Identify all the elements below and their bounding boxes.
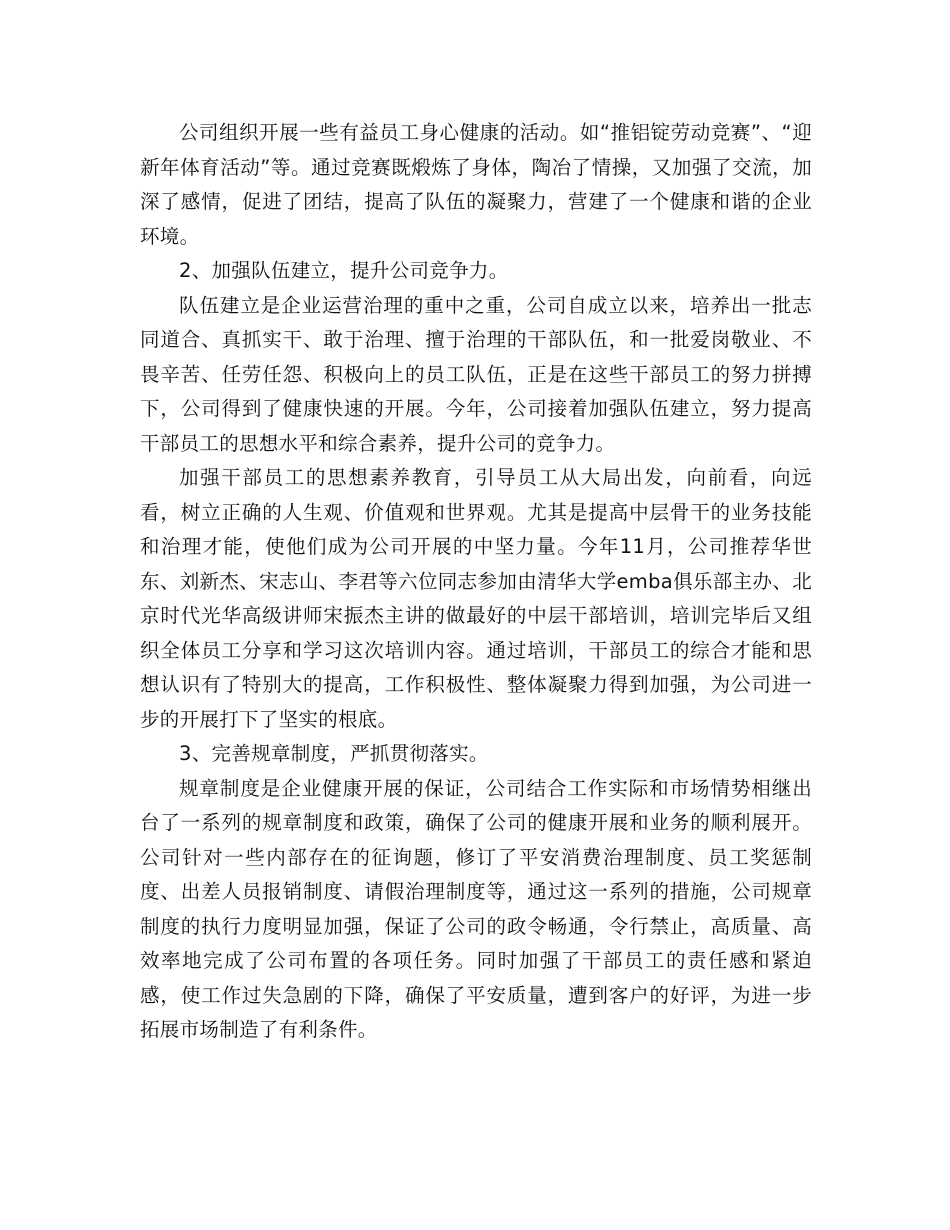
paragraph-training: 加强干部员工的思想素养教育，引导员工从大局出发，向前看，向远看，树立正确的人生观、价值观和世界观。尤其是提高中层骨干的业务技能和治理才能，使他们成为公司开展的中坚力量。今年11月，公司推荐华世东、刘新杰、宋志山、李君等六位同志参加由清华大学emba俱乐部主办、北京时代光华高级讲师宋振杰主讲的做最好的中层干部培训，培训完毕后又组织全体员工分享和学习这次培训内容。通过培训，干部员工的综合才能和思想认识有了特别大的提高，工作积极性、整体凝聚力得到加强，为公司进一步的开展打下了坚实的根底。 bbox=[140, 466, 812, 731]
paragraph-activities: 公司组织开展一些有益员工身心健康的活动。如“推铝锭劳动竞赛”、“迎新年体育活动”等。通过竞赛既煅炼了身体，陶冶了情操，又加强了交流，加深了感情，促进了团结，提高了队伍的凝聚力，营建了一个健康和谐的企业环境。 bbox=[140, 121, 812, 248]
section-heading-team-building: 2、加强队伍建立，提升公司竞争力。 bbox=[179, 259, 509, 282]
document-body bbox=[140, 116, 812, 1048]
section-heading-regulations: 3、完善规章制度，严抓贯彻落实。 bbox=[179, 742, 489, 765]
paragraph-regulations: 规章制度是企业健康开展的保证，公司结合工作实际和市场情势相继出台了一系列的规章制度和政策，确保了公司的健康开展和业务的顺利展开。公司针对一些内部存在的征询题，修订了平安消费治理制度、员工奖惩制度、出差人员报销制度、请假治理制度等，通过这一系列的措施，公司规章制度的执行力度明显加强，保证了公司的政令畅通，令行禁止，高质量、高效率地完成了公司布置的各项任务。同时加强了干部员工的责任感和紧迫感，使工作过失急剧的下降，确保了平安质量，遭到客户的好评，为进一步拓展市场制造了有利条件。 bbox=[140, 776, 812, 1041]
paragraph-team-building: 队伍建立是企业运营治理的重中之重，公司自成立以来，培养出一批志同道合、真抓实干、敢于治理、擅于治理的干部队伍，和一批爱岗敬业、不畏辛苦、任劳任怨、积极向上的员工队伍，正是在这些干部员工的努力拼搏下，公司得到了健康快速的开展。今年，公司接着加强队伍建立，努力提高干部员工的思想水平和综合素养，提升公司的竞争力。 bbox=[140, 293, 812, 455]
